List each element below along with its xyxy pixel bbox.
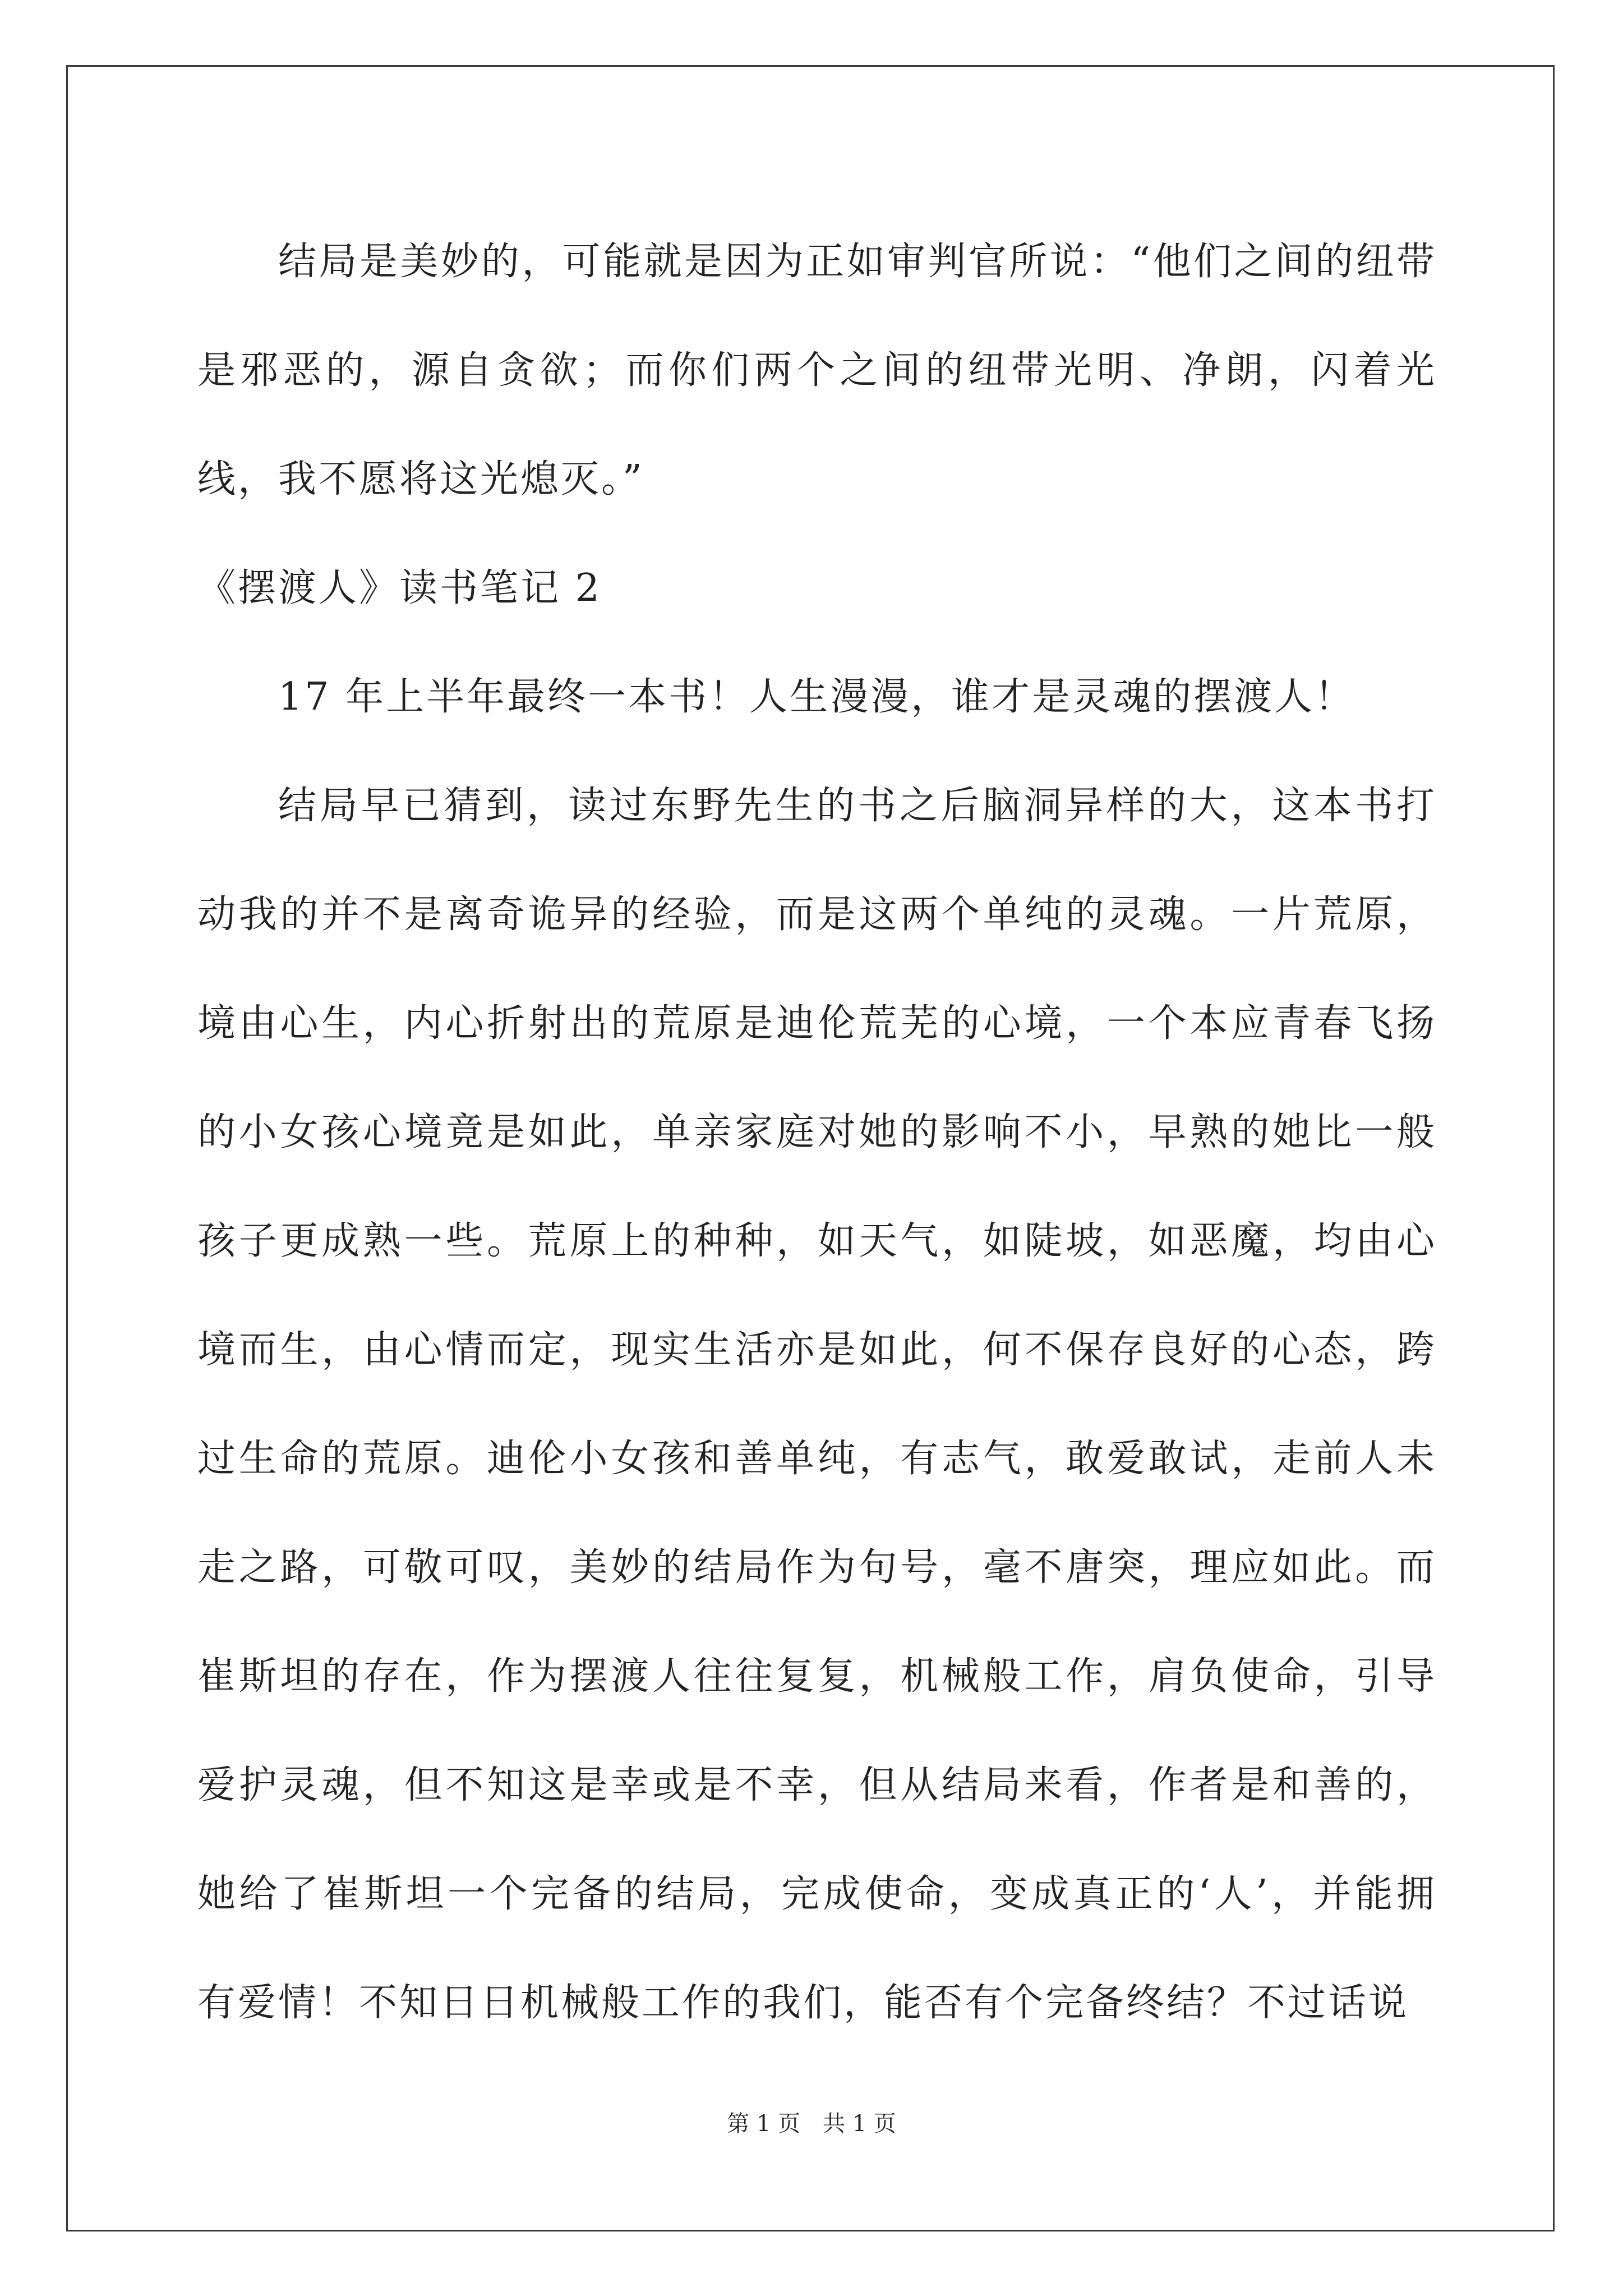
page-total: 共 1 页 bbox=[823, 2111, 896, 2137]
document-body bbox=[197, 208, 1437, 2058]
section-title: 《摆渡人》读书笔记 2 bbox=[197, 566, 602, 610]
paragraph-intro: 17 年上半年最终一本书！人生漫漫，谁才是灵魂的摆渡人！ bbox=[278, 675, 1355, 719]
page-number: 第 1 页 bbox=[727, 2111, 800, 2137]
paragraph-ending-quote: 结局是美妙的，可能就是因为正如审判官所说：“他们之间的纽带是邪恶的，源自贪欲；而你们两个之间的纽带光明、净朗，闪着光线，我不愿将这光熄灭。” bbox=[197, 240, 1437, 501]
paragraph-review: 结局早已猜到，读过东野先生的书之后脑洞异样的大，这本书打动我的并不是离奇诡异的经验，而是这两个单纯的灵魂。一片荒原，境由心生，内心折射出的荒原是迪伦荒芜的心境，一个本应青春飞扬的小女孩心境竟是如此，单亲家庭对她的影响不小，早熟的她比一般孩子更成熟一些。荒原上的种种，如天气，如陡坡，如恶魔，均由心境而生，由心情而定，现实生活亦是如此，何不保存良好的心态，跨过生命的荒原。迪伦小女孩和善单纯，有志气，敢爱敢试，走前人未走之路，可敬可叹，美妙的结局作为句号，毫不唐突，理应如此。而崔斯坦的存在，作为摆渡人往往复复，机械般工作，肩负使命，引导爱护灵魂，但不知这是幸或是不幸，但从结局来看，作者是和善的，她给了崔斯坦一个完备的结局，完成使命，变成真正的‘人’，并能拥有爱情！不知日日机械般工作的我们，能否有个完备终结？不过话说 bbox=[197, 784, 1437, 2025]
page-footer bbox=[0, 2107, 1623, 2141]
